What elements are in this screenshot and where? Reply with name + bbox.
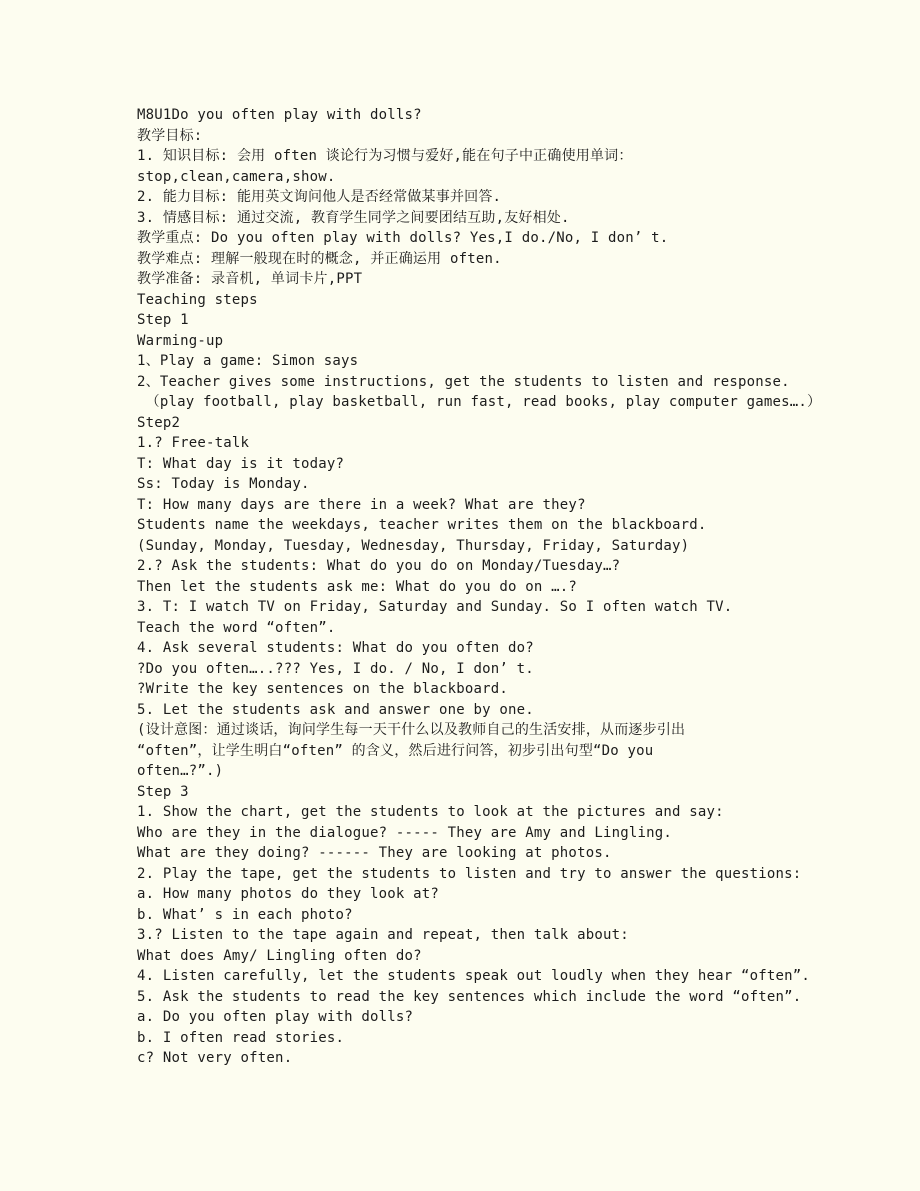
doc-line: (设计意图：通过谈话，询问学生每一天干什么以及教师自己的生活安排，从而逐步引出 xyxy=(137,722,686,738)
doc-line: 教学重点: Do you often play with dolls? Yes,I do./No, I don’ t. xyxy=(137,230,669,246)
doc-line: Step 1 xyxy=(137,312,189,328)
doc-line: 2. 能力目标: 能用英文询问他人是否经常做某事并回答. xyxy=(137,189,502,205)
doc-line: What does Amy/ Lingling often do? xyxy=(137,947,422,964)
doc-line: Warming-up xyxy=(137,332,224,349)
doc-line: Who are they in the dialogue? ----- They are Amy and Lingling. xyxy=(137,824,672,841)
doc-line: 2.? Ask the students: What do you do on Monday/Tuesday…? xyxy=(137,558,621,574)
doc-line: T: What day is it today? xyxy=(137,455,345,472)
doc-line: 1、Play a game: Simon says xyxy=(137,353,359,369)
doc-line: 教学难点: 理解一般现在时的概念, 并正确运用 often. xyxy=(137,250,502,267)
doc-line: (Sunday, Monday, Tuesday, Wednesday, Thursday, Friday, Saturday) xyxy=(137,537,690,554)
doc-line: Students name the weekdays, teacher writes them on the blackboard. xyxy=(137,517,707,533)
doc-line: Step 3 xyxy=(137,783,189,800)
doc-line: b. What’ s in each photo? xyxy=(137,906,353,923)
doc-line: 1. Show the chart, get the students to look at the pictures and say: xyxy=(137,804,724,820)
doc-line: 教学目标: xyxy=(137,127,203,144)
doc-line: a. Do you often play with dolls? xyxy=(137,1009,414,1025)
doc-line: 1. 知识目标: 会用 often 谈论行为习惯与爱好,能在句子中正确使用单词： xyxy=(137,148,633,164)
doc-line: 5. Let the students ask and answer one by one. xyxy=(137,701,534,718)
lesson-plan-document xyxy=(137,105,837,1069)
doc-line: Ss: Today is Monday. xyxy=(137,476,310,492)
doc-line: 3. 情感目标: 通过交流, 教育学生同学之间要团结互助,友好相处. xyxy=(137,209,570,226)
doc-line: 教学准备: 录音机, 单词卡片,PPT xyxy=(137,271,363,287)
doc-line: 4. Listen carefully, let the students speak out loudly when they hear “often”. xyxy=(137,968,811,984)
doc-line: 2. Play the tape, get the students to listen and try to answer the questions: xyxy=(137,865,802,882)
doc-line: Teach the word “often”. xyxy=(137,619,336,636)
doc-line: T: How many days are there in a week? What are they? xyxy=(137,496,586,513)
doc-line: 3.? Listen to the tape again and repeat, then talk about: xyxy=(137,927,629,943)
doc-line: 3. T: I watch TV on Friday, Saturday and Sunday. So I often watch TV. xyxy=(137,599,733,615)
doc-title: M8U1Do you often play with dolls? xyxy=(137,107,422,123)
doc-line: ?Write the key sentences on the blackboard. xyxy=(137,681,509,697)
doc-line: What are they doing? ------ They are looking at photos. xyxy=(137,845,612,861)
doc-line: （play football, play basketball, run fast, read books, play computer games….） xyxy=(137,394,822,410)
doc-line: stop,clean,camera,show. xyxy=(137,168,336,185)
doc-line: 2、Teacher gives some instructions, get the students to listen and response. xyxy=(137,373,790,390)
doc-line: often…?”.) xyxy=(137,763,224,779)
doc-line: 5. Ask the students to read the key sentences which include the word “often”. xyxy=(137,988,802,1005)
doc-line: c? Not very often. xyxy=(137,1050,293,1066)
doc-line: b. I often read stories. xyxy=(137,1029,345,1046)
doc-line: Step2 xyxy=(137,414,181,431)
doc-line: “often”，让学生明白“often” 的含义，然后进行问答，初步引出句型“Do you xyxy=(137,742,654,759)
doc-line: ?Do you often…..??? Yes, I do. / No, I don’ t. xyxy=(137,660,534,677)
doc-line: 4. Ask several students: What do you often do? xyxy=(137,640,534,656)
doc-line: Teaching steps xyxy=(137,291,258,308)
doc-line: Then let the students ask me: What do you do on ….? xyxy=(137,578,578,595)
doc-line: a. How many photos do they look at? xyxy=(137,886,440,902)
doc-line: 1.? Free-talk xyxy=(137,435,250,451)
